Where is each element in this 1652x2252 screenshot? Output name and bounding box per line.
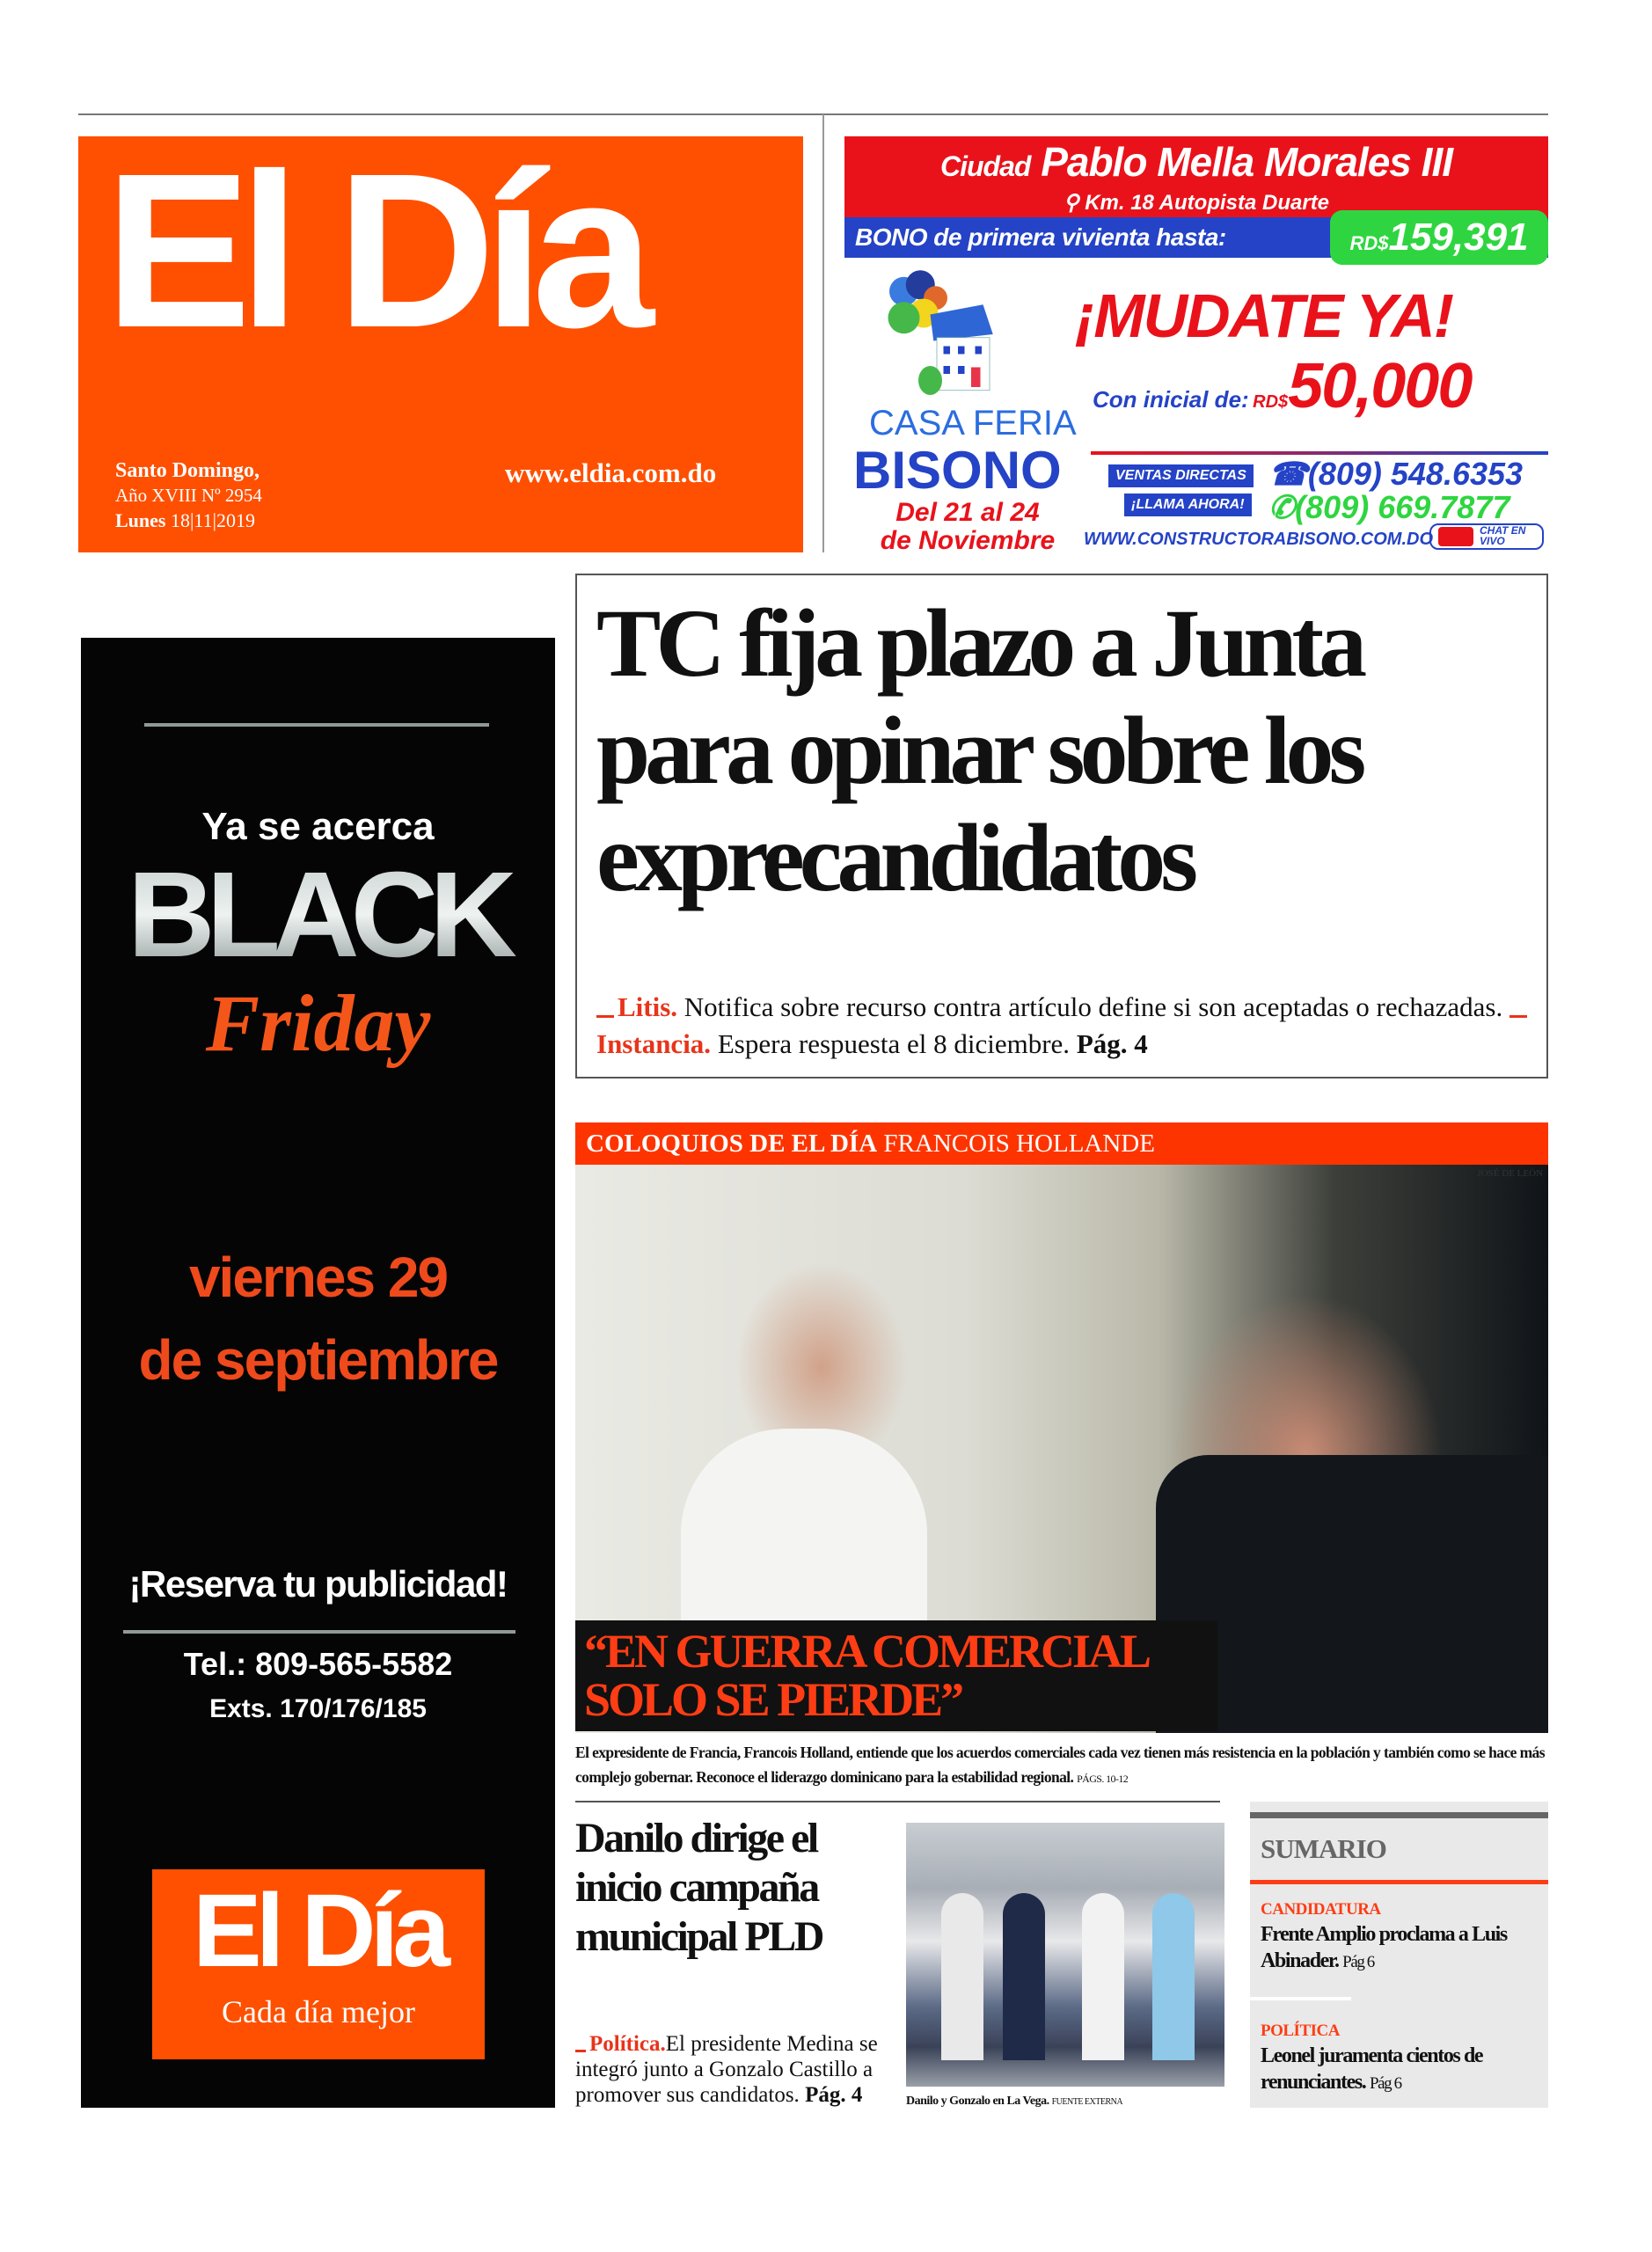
bf-date: [81, 1236, 555, 1401]
ad-ciudad: Ciudad: [939, 150, 1031, 182]
weekday: Lunes: [115, 509, 166, 531]
kicker-litis: Litis.: [596, 991, 677, 1022]
ad-project: Pablo Mella Morales III: [1041, 139, 1453, 185]
phone-2[interactable]: [1268, 491, 1509, 524]
photo-credit: JOSÉ DE LEÓN: [1477, 1168, 1543, 1179]
section-rule: [575, 1801, 1220, 1802]
pull-quote: “EN GUERRA COMERCIAL SOLO SE PIERDE”: [575, 1620, 1217, 1731]
ad-website[interactable]: WWW.CONSTRUCTORABISONO.COM.DO: [1084, 530, 1434, 549]
photo-figure: [1082, 1893, 1124, 2060]
masthead-logo: El Día: [105, 128, 642, 373]
slogan: Cada día mejor: [222, 1994, 415, 2029]
photo-figure: [1003, 1893, 1045, 2060]
bf-script: Friday: [205, 978, 431, 1068]
year-issue: Año XVIII Nº 2954: [115, 485, 262, 506]
section-bar: [575, 1122, 1548, 1165]
ad-header: [844, 136, 1548, 217]
photo-figure: [1152, 1893, 1195, 2060]
ad-rule: [144, 723, 489, 727]
website-link[interactable]: www.eldia.com.do: [505, 457, 717, 488]
bisono-ad[interactable]: [844, 136, 1548, 555]
bf-cta: ¡Reserva tu publicidad!: [128, 1563, 508, 1605]
photo-caption: [906, 2094, 1232, 2109]
photo-credit: FUENTE EXTERNA: [1051, 2097, 1123, 2107]
masthead: [78, 128, 803, 552]
sumario-box: [1250, 1802, 1548, 2108]
sumario-red-rule: [1250, 1880, 1548, 1884]
chat-button[interactable]: CHAT EN VIVO: [1429, 523, 1544, 550]
whatsapp-icon: ✆: [1268, 489, 1296, 525]
currency: RD$: [1253, 392, 1289, 412]
ad-location: Km. 18 Autopista Duarte: [1085, 191, 1330, 215]
ad-dates: [862, 499, 1073, 555]
story2: [575, 1814, 903, 2108]
deck-text-1: Notifica sobre recurso contra artículo define si son aceptadas o rechazadas.: [677, 991, 1509, 1022]
bf-tel: Tel.: 809-565-5582: [183, 1646, 453, 1682]
page-ref: Pág 6: [1369, 2074, 1401, 2093]
sumario-separator: [1250, 1997, 1351, 2000]
dates-line1: Del 21 al 24: [895, 498, 1040, 527]
sumario-top-rule: [1250, 1812, 1548, 1818]
sumario-text: Frente Amplio proclama a Luis Abinader.: [1261, 1923, 1507, 1972]
deck-text-2: Espera respuesta el 8 diciembre.: [711, 1028, 1077, 1059]
caption-text: El expresidente de Francia, Francois Holland, entiende que los acuerdos comerciales cada vez tienen más resistencia en la población y también como se hace más complejo gobernar. Reconoce el liderazgo dominicano para la estabilidad regional.: [575, 1744, 1545, 1786]
photo-figure: [941, 1893, 983, 2060]
hollande-photo[interactable]: [575, 1165, 1548, 1733]
black-friday-ad[interactable]: [81, 638, 555, 2108]
story2-text: El presidente Medina se integró junto a Gonzalo Castillo a promover sus candidatos.: [575, 2032, 878, 2107]
story2-headline[interactable]: Danilo dirige el inicio campaña municipal PLD: [575, 1815, 822, 1960]
page-ref: Pág. 4: [805, 2083, 863, 2107]
photo-figure: [681, 1429, 927, 1640]
phone-1-number: (809) 548.6353: [1307, 456, 1524, 492]
ad-divider: [1091, 451, 1548, 455]
bf-logo: [152, 1869, 485, 2059]
sumario-item[interactable]: [1261, 2043, 1546, 2097]
section-name: COLOQUIOS DE EL DÍA: [586, 1130, 878, 1158]
top-rule: [78, 113, 1548, 115]
bf-exts: Exts. 170/176/185: [209, 1694, 427, 1723]
ad-rule: [123, 1630, 515, 1634]
feature-caption: [575, 1740, 1548, 1791]
ad-headline: ¡MUDATE YA!: [1075, 282, 1453, 350]
lead-deck: [596, 989, 1538, 1063]
logo-text: El Día: [193, 1873, 444, 1989]
sumario-item[interactable]: [1261, 1921, 1546, 1976]
tag-ventas: VENTAS DIRECTAS: [1108, 464, 1254, 487]
bf-date-2: de septiembre: [138, 1328, 498, 1392]
inicial-label: Con inicial de:: [1093, 386, 1249, 413]
ad-inicial: [1093, 351, 1471, 439]
story2-body: [575, 2031, 903, 2108]
house-balloons-icon: [862, 268, 1038, 400]
dates-line2: de Noviembre: [880, 526, 1056, 555]
phone-2-number: (809) 669.7877: [1295, 489, 1510, 525]
section-subject: FRANCOIS HOLLANDE: [883, 1130, 1155, 1158]
campaign-photo[interactable]: [906, 1823, 1224, 2087]
page-ref: PÁGS. 10-12: [1077, 1773, 1129, 1785]
sumario-text: Leonel juramenta cientos de renunciantes.: [1261, 2044, 1483, 2094]
page-ref: Pág 6: [1342, 1953, 1374, 1971]
sumario-title: SUMARIO: [1261, 1833, 1386, 1864]
lead-headline[interactable]: TC fija plazo a Junta para opinar sobre los exprecandidatos: [596, 589, 1363, 911]
city: Santo Domingo,: [115, 459, 260, 482]
bf-title: BLACK: [81, 853, 555, 976]
currency: RD$: [1349, 232, 1389, 254]
column-divider: [822, 114, 824, 552]
lead-story[interactable]: [575, 574, 1548, 1078]
location-pin-icon: ⚲: [1063, 191, 1085, 215]
inicial-amount: 50,000: [1288, 351, 1472, 421]
bono-amount: 159,391: [1388, 216, 1529, 259]
casa-feria: CASA FERIA: [869, 404, 1077, 442]
date: 18|11|2019: [170, 509, 255, 531]
kicker-politica: Política.: [575, 2032, 666, 2056]
caption-text: Danilo y Gonzalo en La Vega.: [906, 2095, 1049, 2108]
tag-llama: ¡LLAMA AHORA!: [1124, 494, 1252, 516]
bf-date-1: viernes 29: [188, 1246, 448, 1309]
edition-date: [115, 509, 255, 532]
ad-bono: BONO de primera vivienta hasta:: [844, 217, 1548, 258]
bisono-brand: BISONO: [853, 441, 1062, 500]
kicker-instancia: Instancia.: [596, 991, 1531, 1059]
page-ref: Pág. 4: [1076, 1028, 1148, 1059]
ad-bono-value: [1330, 210, 1548, 265]
sumario-kicker: POLÍTICA: [1261, 2022, 1340, 2040]
bf-pre: Ya se acerca: [201, 805, 435, 848]
sumario-kicker: CANDIDATURA: [1261, 1900, 1381, 1919]
phone-1[interactable]: [1268, 457, 1523, 491]
phone-icon: ☎: [1268, 456, 1308, 492]
